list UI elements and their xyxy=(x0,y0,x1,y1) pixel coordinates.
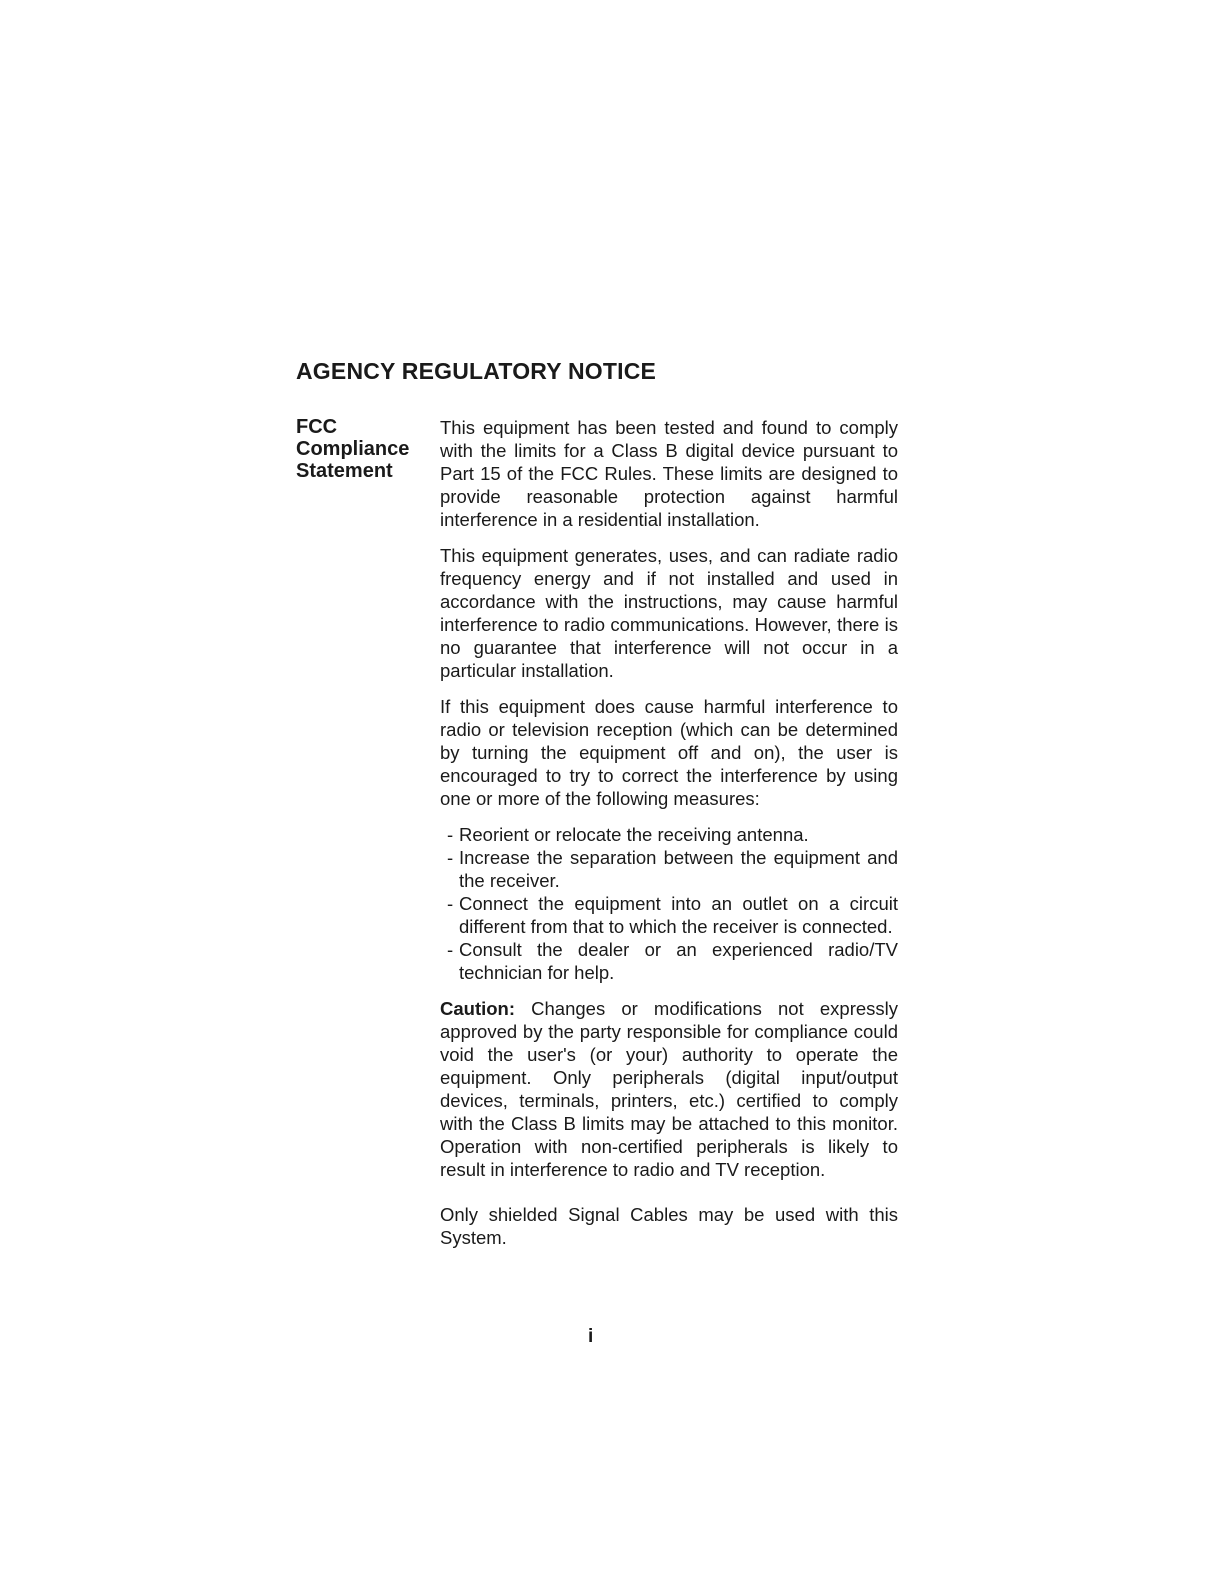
measure-text: Connect the equipment into an outlet on a circuit different from that to which the receiver is connected. xyxy=(459,893,898,937)
dash-marker: - xyxy=(447,893,454,914)
paragraph-caution xyxy=(440,997,898,1181)
caution-text: Changes or modifications not expressly approved by the party responsible for compliance could void the user's (or your) authority to operate the equipment. Only peripherals (digital input/output devices, terminals, printers, etc.) certified to comply with the Class B limits may be attached to this monitor. Operation with non-certified peripherals is likely to result in interference to radio and TV reception. xyxy=(440,998,899,1180)
paragraph-compliance: This equipment has been tested and found to comply with the limits for a Class B digital device pursuant to Part 15 of the FCC Rules. These limits are designed to provide reasonable protection against harmful interference in a residential installation. xyxy=(440,417,898,530)
measure-text: Consult the dealer or an experienced radio/TV technician for help. xyxy=(459,939,898,983)
section-title-line-1: FCC xyxy=(296,416,338,438)
section-body xyxy=(440,416,898,1262)
list-item xyxy=(440,846,898,892)
dash-marker: - xyxy=(447,824,454,845)
page-heading: AGENCY REGULATORY NOTICE xyxy=(296,358,657,384)
measures-list xyxy=(440,823,898,984)
page-number: i xyxy=(588,1326,594,1347)
paragraph-interference: If this equipment does cause harmful interference to radio or television reception (which can be determined by turning the equipment off and on), the user is encouraged to try to correct the interference by using one or more of the following measures: xyxy=(440,696,898,809)
measure-text: Increase the separation between the equipment and the receiver. xyxy=(459,847,898,891)
list-item xyxy=(440,892,898,938)
paragraph-radiation: This equipment generates, uses, and can radiate radio frequency energy and if not installed and used in accordance with the instructions, may cause harmful interference to radio communications. However, there is no guarantee that interference will not occur in a particular installation. xyxy=(440,545,898,681)
paragraph-cables: Only shielded Signal Cables may be used with this System. xyxy=(440,1204,898,1248)
section-title-line-2: Compliance xyxy=(296,438,410,460)
section-title xyxy=(296,416,426,482)
measure-text: Reorient or relocate the receiving antenna. xyxy=(459,824,809,845)
section-title-line-3: Statement xyxy=(296,460,393,482)
caution-label: Caution: xyxy=(440,998,516,1019)
list-item xyxy=(440,938,898,984)
list-item xyxy=(440,823,898,846)
dash-marker: - xyxy=(447,939,454,960)
dash-marker: - xyxy=(447,847,454,868)
